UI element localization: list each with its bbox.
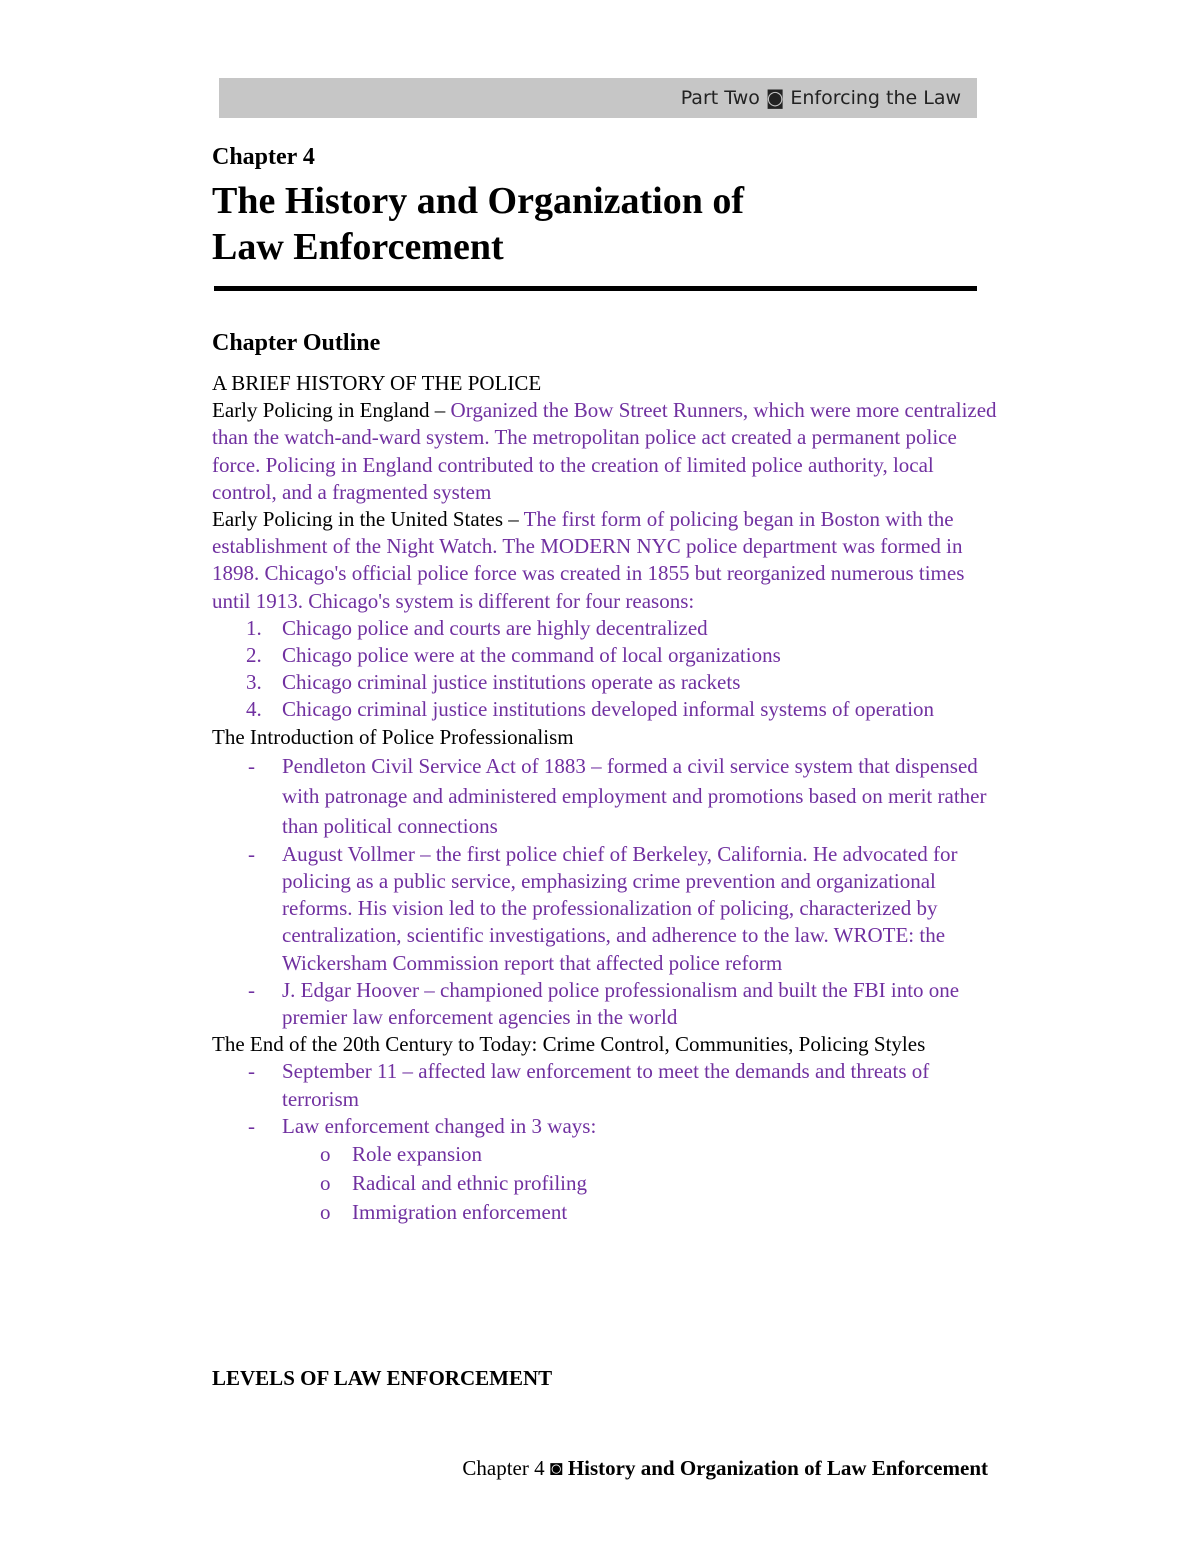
list-item-text: Chicago criminal justice institutions developed informal systems of operation <box>282 697 935 722</box>
list-marker: - <box>248 1059 255 1084</box>
header-bar <box>219 78 977 118</box>
professionalism-list-continued <box>212 841 1002 1031</box>
list-marker: - <box>248 977 255 1002</box>
list-marker: - <box>248 753 255 778</box>
list-item <box>212 751 1002 841</box>
list-marker: 3. <box>246 670 262 695</box>
title-rule <box>214 286 977 291</box>
list-item <box>212 615 1002 642</box>
paragraph-england <box>212 397 1002 506</box>
list-item <box>212 1140 1002 1169</box>
list-marker: 4. <box>246 697 262 722</box>
paragraph-us <box>212 506 1002 615</box>
list-item <box>212 977 1002 1031</box>
list-item <box>212 669 1002 696</box>
list-item-text: Chicago police and courts are highly decentralized <box>282 615 708 640</box>
topic-us: Early Policing in the United States – <box>212 507 524 532</box>
list-item-text: Chicago criminal justice institutions operate as rackets <box>282 670 741 695</box>
list-marker: o <box>320 1171 331 1196</box>
chapter-label: Chapter 4 <box>212 144 315 170</box>
list-item-text: Role expansion <box>352 1142 483 1167</box>
modern-list <box>212 1058 1002 1140</box>
footer-chapter: Chapter 4 ◙ <box>462 1456 568 1480</box>
topic-england: Early Policing in England – <box>212 398 451 423</box>
outline-heading: Chapter Outline <box>212 330 381 356</box>
chapter-title-line-2: Law Enforcement <box>212 226 504 268</box>
list-item-text: Radical and ethnic profiling <box>352 1171 588 1196</box>
topic-modern: The End of the 20th Century to Today: Crime Control, Communities, Policing Styles <box>212 1032 926 1057</box>
outline-content <box>212 370 1002 1227</box>
chapter-title-line-1: The History and Organization of <box>212 180 745 222</box>
list-item-text: Pendleton Civil Service Act of 1883 – formed a civil service system that dispensed with patronage and administered employment and promotions based on merit rather than political connections <box>282 753 987 838</box>
chicago-reasons-list <box>212 615 1002 724</box>
footer-title: History and Organization of Law Enforcement <box>567 1456 988 1480</box>
list-item <box>212 642 1002 669</box>
text-us: The first form of policing began in Boston with the establishment of the Night Watch. The MODERN NYC police department was formed in 1898. Chicago's official police force was created in 1855 but reorganized numerous times until 1913. Chicago's system is different for four reasons: <box>212 507 965 613</box>
page-footer <box>462 1456 988 1481</box>
list-item <box>212 1058 1002 1112</box>
list-marker: - <box>248 1113 255 1138</box>
section-heading-history: A BRIEF HISTORY OF THE POLICE <box>212 371 542 395</box>
professionalism-list <box>212 751 1002 841</box>
list-marker: - <box>248 841 255 866</box>
topic-professionalism: The Introduction of Police Professionalism <box>212 724 574 749</box>
list-item <box>212 1169 1002 1198</box>
list-item <box>212 1113 1002 1140</box>
list-marker: o <box>320 1142 331 1167</box>
list-marker: o <box>320 1200 331 1225</box>
list-marker: 2. <box>246 643 262 668</box>
list-marker: 1. <box>246 615 262 640</box>
list-item-text: Law enforcement changed in 3 ways: <box>282 1113 597 1138</box>
list-item-text: J. Edgar Hoover – championed police professionalism and built the FBI into one premier law enforcement agencies in the world <box>282 977 960 1030</box>
section-heading-levels: LEVELS OF LAW ENFORCEMENT <box>212 1366 553 1390</box>
list-item-text: August Vollmer – the first police chief of Berkeley, California. He advocated for policing as a public service, emphasizing crime prevention and organizational reforms. His vision led to the professionalization of policing, characterized by centralization, scientific investigations, and adherence to the law. WROTE: the Wickersham Commission report that affected police reform <box>282 841 958 975</box>
list-item <box>212 1198 1002 1227</box>
ways-list <box>212 1140 1002 1227</box>
list-item-text: Chicago police were at the command of local organizations <box>282 643 781 668</box>
header-text: Part Two ◙ Enforcing the Law <box>680 87 961 109</box>
list-item-text: September 11 – affected law enforcement to meet the demands and threats of terrorism <box>282 1059 930 1111</box>
list-item <box>212 841 1002 977</box>
list-item-text: Immigration enforcement <box>352 1200 568 1225</box>
text-england: Organized the Bow Street Runners, which were more centralized than the watch-and-ward system. The metropolitan police act created a permanent police force. Policing in England contributed to the creation of limited police authority, local control, and a fragmented system <box>212 398 997 504</box>
list-item <box>212 696 1002 723</box>
chapter-title <box>212 178 744 270</box>
